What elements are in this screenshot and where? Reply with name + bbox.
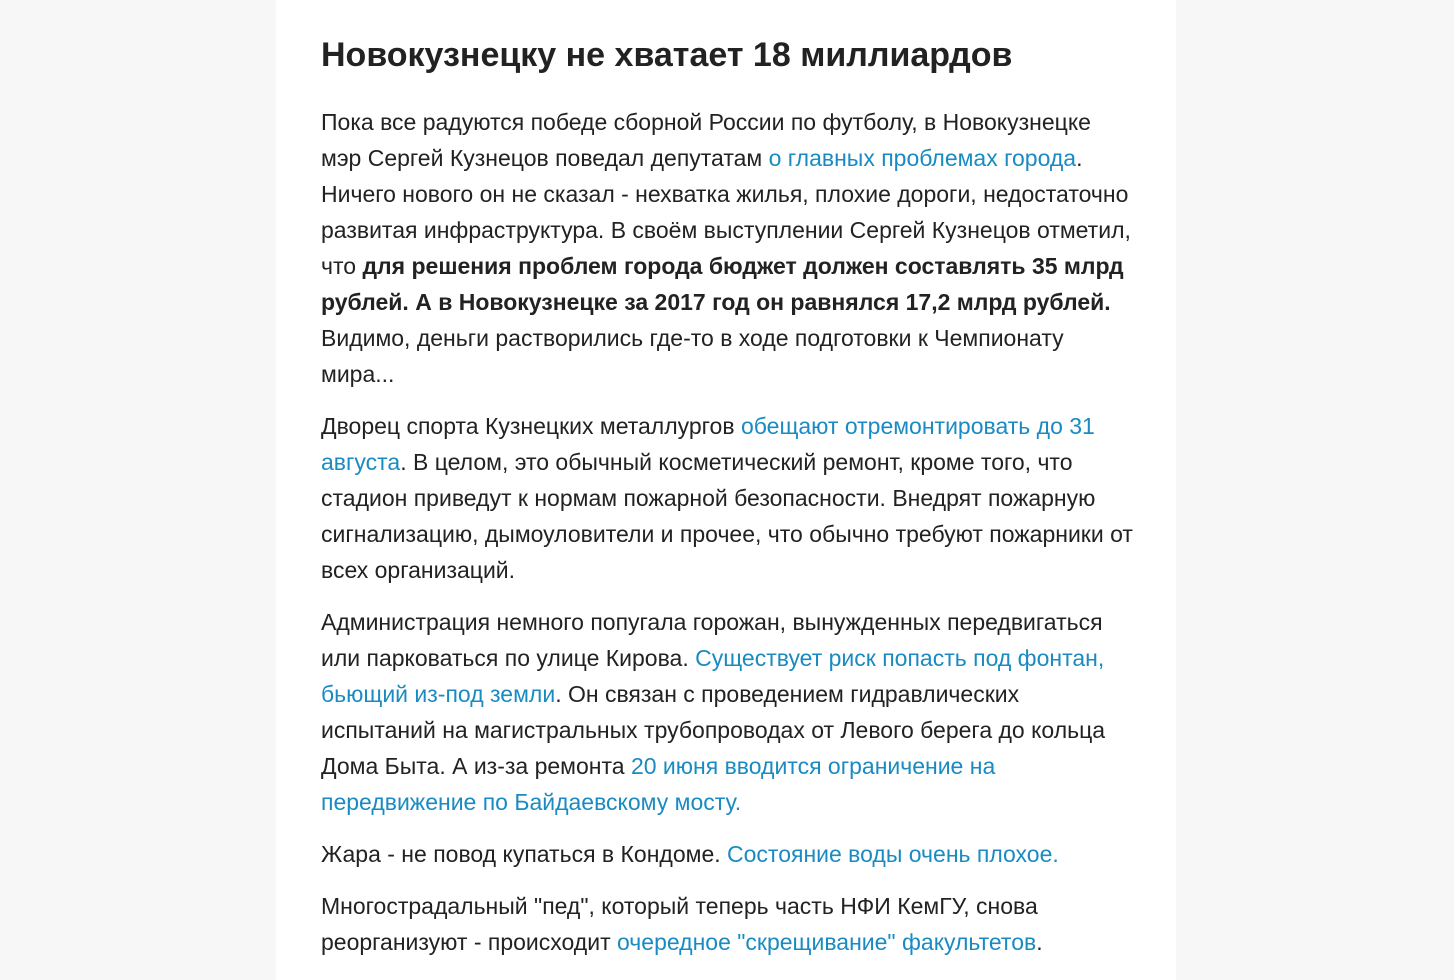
page xyxy=(276,0,1176,980)
article-title: Новокузнецку не хватает 18 миллиардов xyxy=(321,36,1013,74)
paragraph-1-text-3: Видимо, деньги растворились где-то в ходе подготовки к Чемпионату мира... xyxy=(321,325,1064,387)
link-repair-promise[interactable]: обещают отремонтировать до 31 августа xyxy=(321,413,1095,475)
paragraph-3-text-1: Администрация немного попугала горожан, вынужденных передвигаться или парковаться по улице Кирова. xyxy=(321,609,1103,671)
paragraph-1-text-1: Пока все радуются победе сборной России по футболу, в Новокузнецке мэр Сергей Кузнецов поведал депутатам xyxy=(321,109,1091,171)
paragraph-3-text-2: . Он связан с проведением гидравлических испытаний на магистральных трубопроводах от Левого берега до кольца Дома Быта. А из-за ремонта xyxy=(321,681,1106,779)
link-fountain-risk[interactable]: Существует риск попасть под фонтан, бьющий из-под земли xyxy=(321,645,1105,707)
paragraph-2-text-2: . В целом, это обычный косметический ремонт, кроме того, что стадион приведут к нормам пожарной безопасности. Внедрят пожарную сигнализацию, дымоуловители и прочее, что обычно требуют пожарники от всех организаций. xyxy=(321,449,1133,583)
article xyxy=(321,32,1136,976)
paragraph-1-bold: для решения проблем города бюджет должен составлять 35 млрд рублей. А в Новокузнецке за 2017 год он равнялся 17,2 млрд рублей. xyxy=(321,253,1124,315)
paragraph-5 xyxy=(321,888,1136,960)
link-bridge-restriction[interactable]: 20 июня вводится ограничение на передвижение по Байдаевскому мосту. xyxy=(321,753,996,815)
paragraph-4 xyxy=(321,836,1136,872)
paragraph-5-text-1: Многострадальный "пед", который теперь часть НФИ КемГУ, снова реорганизуют - происходит xyxy=(321,893,1038,955)
paragraph-3 xyxy=(321,604,1136,820)
paragraph-2-text-1: Дворец спорта Кузнецких металлургов xyxy=(321,413,741,439)
link-city-problems[interactable]: о главных проблемах города xyxy=(768,145,1077,171)
link-water-state[interactable]: Состояние воды очень плохое. xyxy=(727,841,1059,867)
link-faculty-merge[interactable]: очередное "скрещивание" факультетов xyxy=(617,929,1037,955)
paragraph-1 xyxy=(321,104,1136,392)
paragraph-2 xyxy=(321,408,1136,588)
paragraph-1-text-2: . Ничего нового он не сказал - нехватка жилья, плохие дороги, недостаточно развитая инфраструктура. В своём выступлении Сергей Кузнецов отметил, что xyxy=(321,145,1131,279)
paragraph-4-text-1: Жара - не повод купаться в Кондоме. xyxy=(321,841,728,867)
paragraph-5-text-2: . xyxy=(1036,929,1043,955)
